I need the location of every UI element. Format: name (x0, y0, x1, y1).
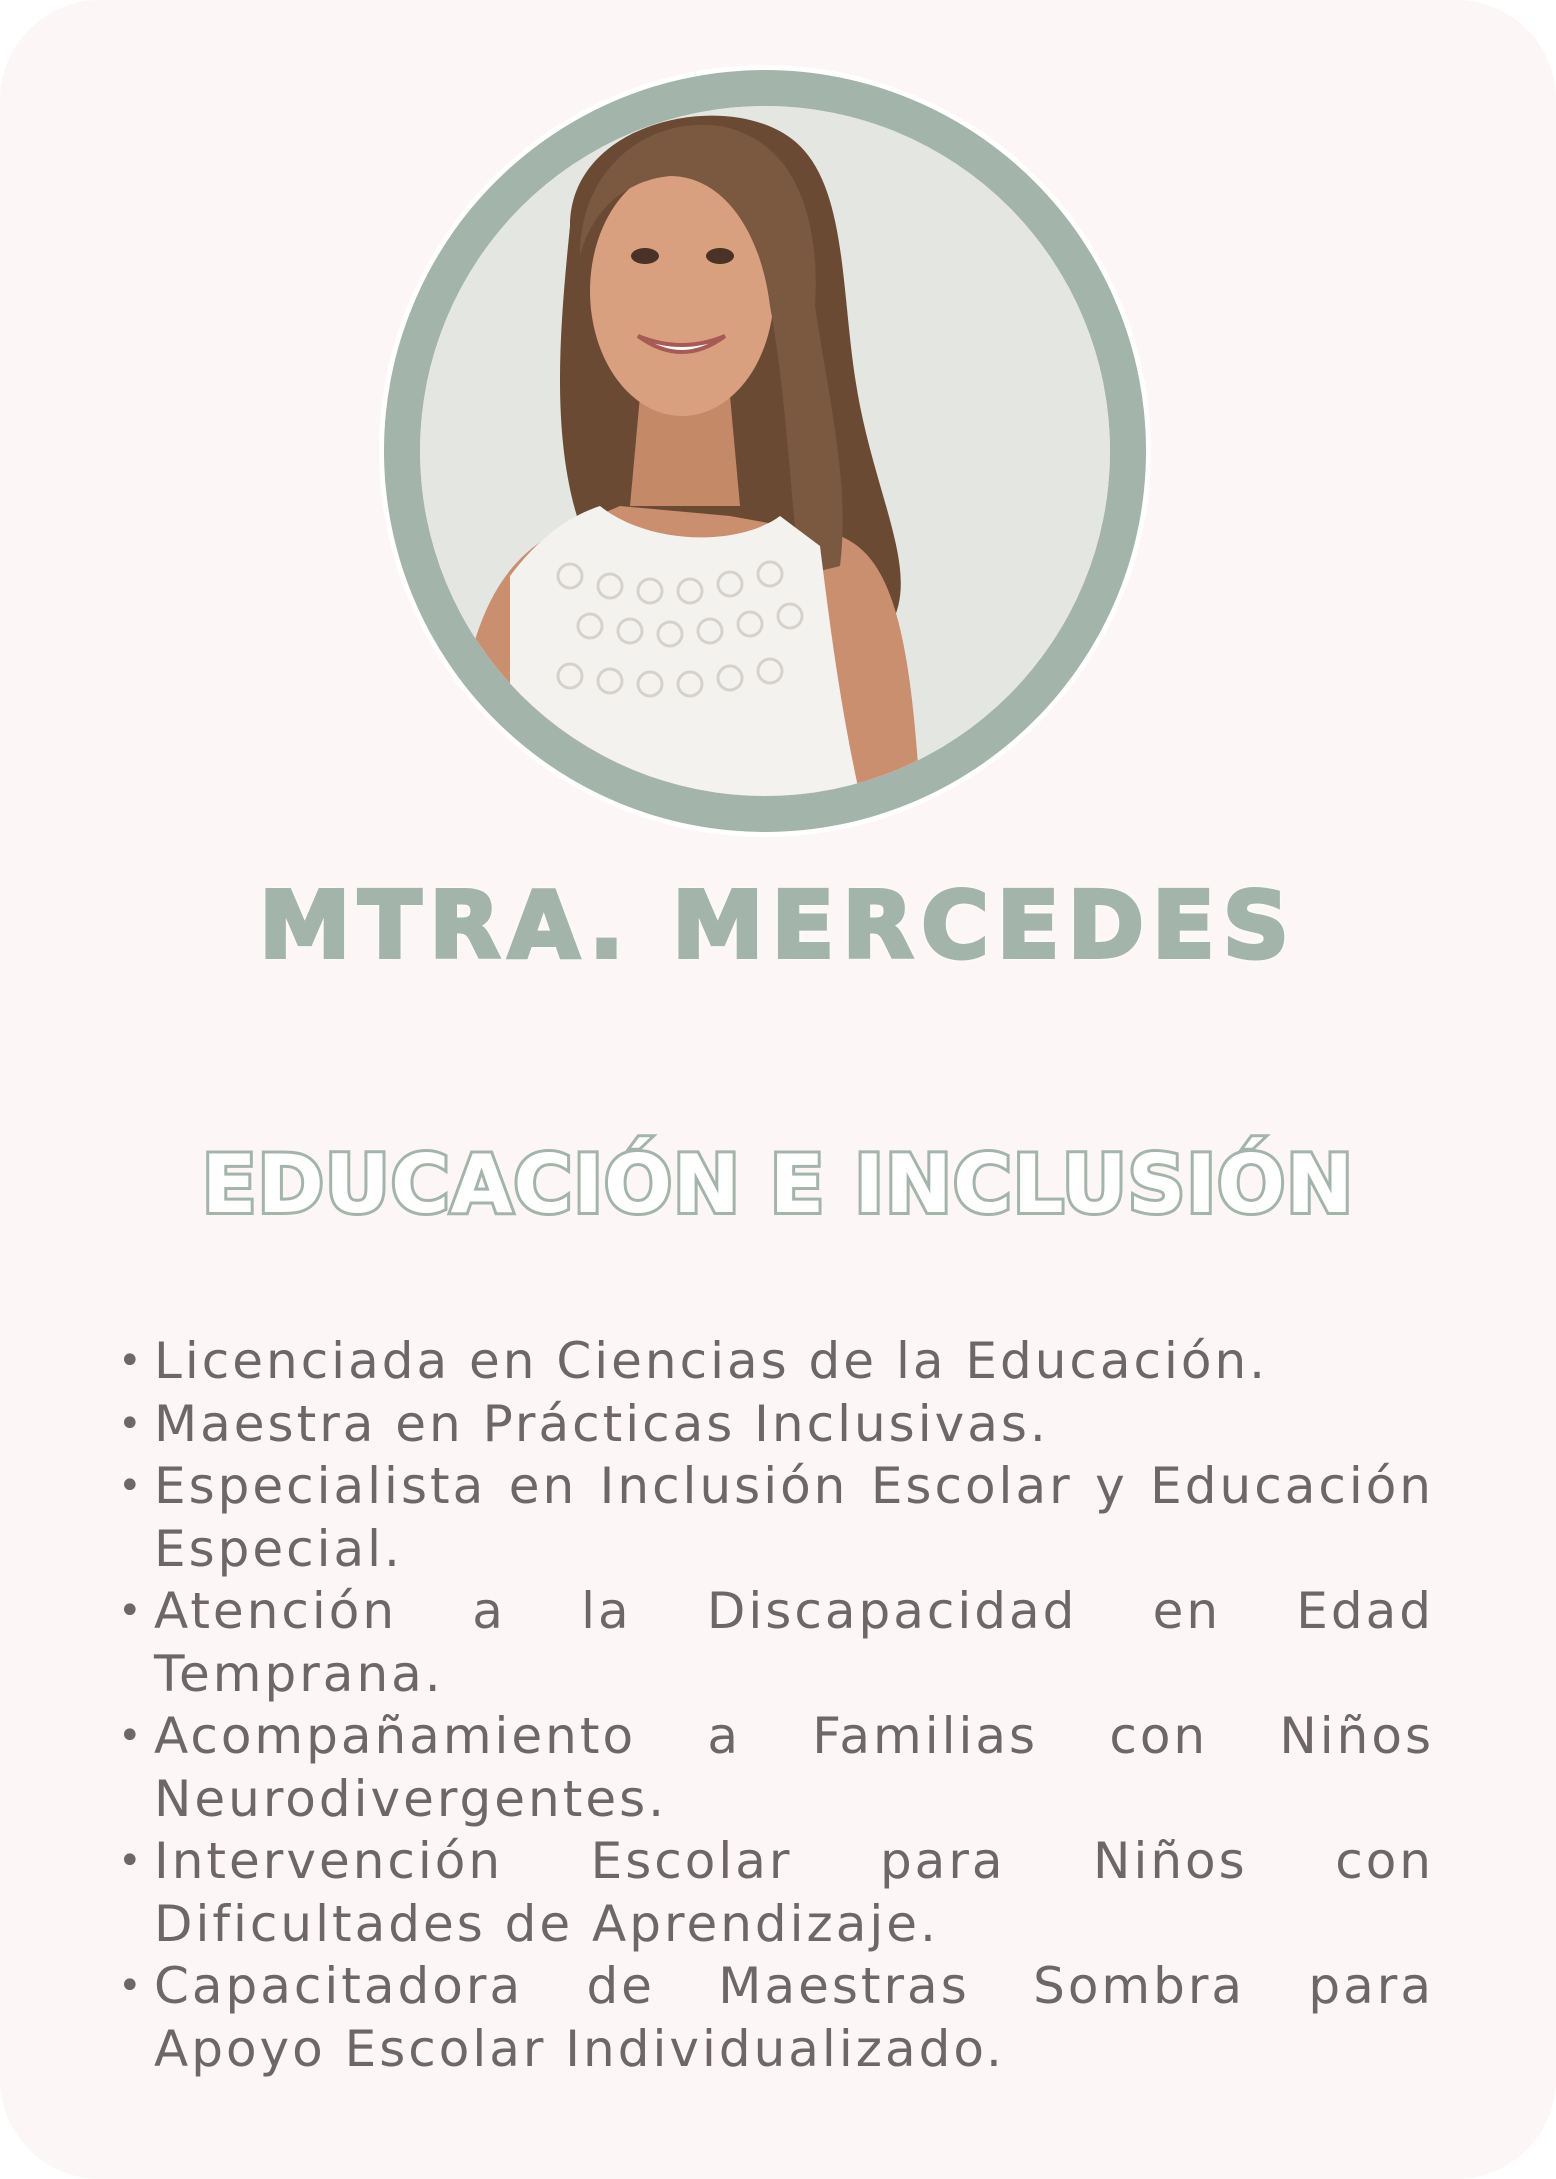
credential-item: • Maestra en Prácticas Inclusivas. (118, 1393, 1434, 1456)
profile-subtitle: EDUCACIÓN E INCLUSIÓN (201, 1138, 1355, 1231)
profile-photo-frame (384, 70, 1146, 832)
credential-item: • Licenciada en Ciencias de la Educación. (118, 1330, 1434, 1393)
profile-photo (420, 106, 1110, 796)
credential-item: • Capacitadora de Maestras Sombra para Apoyo Escolar Individualizado. (118, 1955, 1434, 2080)
credentials-list (118, 1330, 1434, 2080)
credential-item: • Especialista en Inclusión Escolar y Educación Especial. (118, 1455, 1434, 1580)
credential-item: • Intervención Escolar para Niños con Dificultades de Aprendizaje. (118, 1830, 1434, 1955)
credential-item: • Atención a la Discapacidad en Edad Temprana. (118, 1580, 1434, 1705)
credential-item: • Acompañamiento a Familias con Niños Neurodivergentes. (118, 1705, 1434, 1830)
profile-name: MTRA. MERCEDES (258, 872, 1298, 979)
